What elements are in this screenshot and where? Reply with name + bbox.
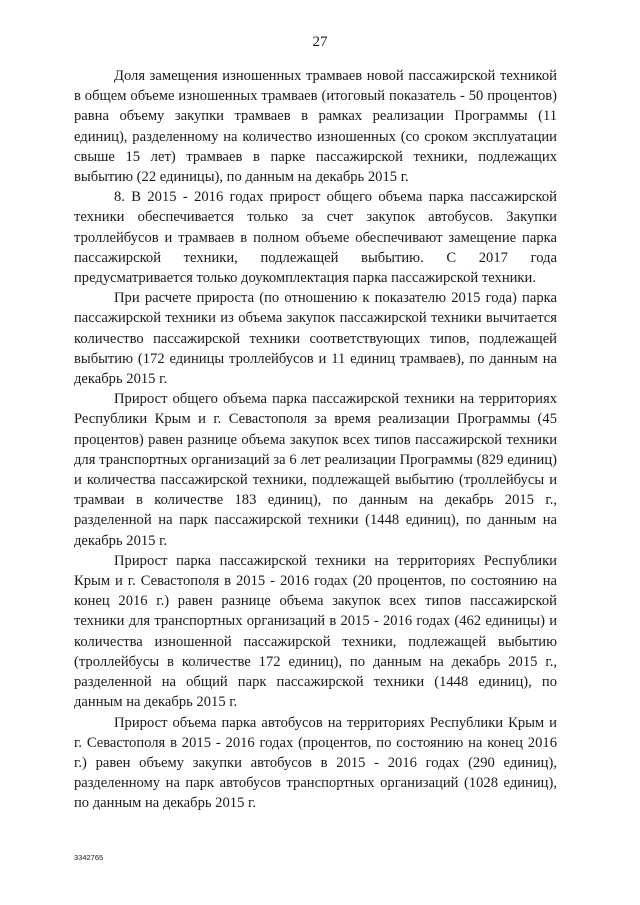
paragraph-replacement-share: Доля замещения изношенных трамваев новой пассажирской техникой в общем объеме изношенных трамваев (итоговый показатель - 50 процентов) равна объему закупки трамваев в рамках реализации Программы (11 единиц), разделенному на количество изношенных (со сроком эксплуатации свыше 15 лет) трамваев в парке пассажирской техники, подлежащих выбытию (22 единицы), по данным на декабрь 2015 г. — [74, 68, 557, 186]
document-body — [74, 66, 557, 814]
paragraph-growth-calculation: При расчете прироста (по отношению к показателю 2015 года) парка пассажирской техники из объема закупок пассажирской техники вычитается количество пассажирской техники соответствующих типов, подлежащей выбытию (172 единицы троллейбусов и 11 единиц трамваев), по данным на декабрь 2015 г. — [74, 290, 557, 388]
document-code: 3342765 — [74, 853, 104, 862]
paragraph-fleet-growth-2015-2016: Прирост парка пассажирской техники на территориях Республики Крым и г. Севастополя в 2015 - 2016 годах (20 процентов, по состоянию на конец 2016 г.) равен разнице объема закупок всех типов пассажирской техники для транспортных организаций в 2015 - 2016 годах (462 единицы) и количества изношенной пассажирской техники, подлежащей выбытию (троллейбусы в количестве 172 единиц), по данным на декабрь 2015 г., разделенной на общий парк пассажирской техники (1448 единиц), по данным на декабрь 2015 г. — [74, 552, 557, 711]
paragraph-item-8: 8. В 2015 - 2016 годах прирост общего объема парка пассажирской техники обеспечивается только за счет закупок автобусов. Закупки троллейбусов и трамваев в полном объеме обеспечивают замещение парка пассажирской техники, подлежащей выбытию. С 2017 года предусматривается только доукомплектация парка пассажирской техники. — [74, 189, 557, 287]
page-number: 27 — [312, 34, 328, 50]
paragraph-bus-fleet-growth: Прирост объема парка автобусов на территориях Республики Крым и г. Севастополя в 2015 - 2016 годах (процентов, по состоянию на конец 2016 г.) равен объему закупки автобусов в 2015 - 2016 годах (290 единиц), разделенному на парк автобусов транспортных организаций (1028 единиц), по данным на декабрь 2015 г. — [74, 714, 557, 812]
paragraph-total-fleet-growth: Прирост общего объема парка пассажирской техники на территориях Республики Крым и г. Севастополя за время реализации Программы (45 процентов) равен разнице объема закупок всех типов пассажирской техники для транспортных организаций за 6 лет реализации Программы (829 единиц) и количества пассажирской техники, подлежащей выбытию (троллейбусы и трамваи в количестве 183 единиц), по данным на декабрь 2015 г., разделенной на парк пассажирской техники (1448 единиц), по данным на декабрь 2015 г. — [74, 391, 557, 549]
